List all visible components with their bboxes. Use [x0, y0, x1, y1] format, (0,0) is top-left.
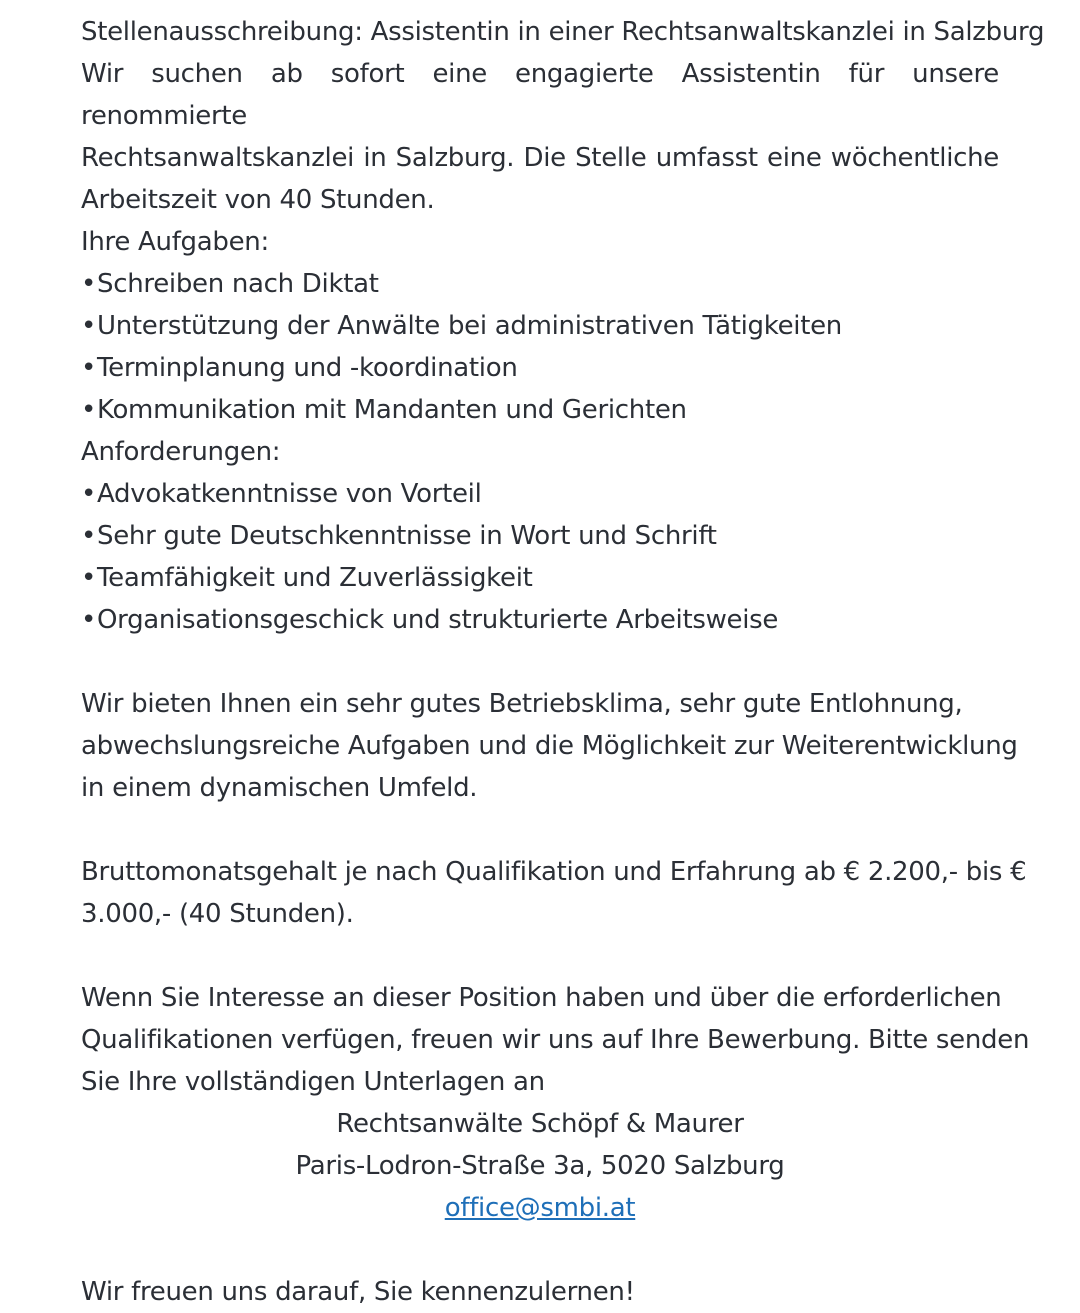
- spacer: [81, 1229, 999, 1271]
- list-item-text: Unterstützung der Anwälte bei administrativen Tätigkeiten: [97, 311, 842, 341]
- list-item-text: Sehr gute Deutschkenntnisse in Wort und Schrift: [97, 521, 717, 551]
- offer-line-1: Wir bieten Ihnen ein sehr gutes Betriebsklima, sehr gute Entlohnung,: [81, 689, 963, 719]
- bullet-icon: •: [81, 395, 97, 425]
- list-item: [81, 473, 999, 515]
- list-item-text: Schreiben nach Diktat: [97, 269, 379, 299]
- offer-line-2: abwechslungsreiche Aufgaben und die Möglichkeit zur Weiterentwicklung: [81, 731, 1018, 761]
- list-item-text: Kommunikation mit Mandanten und Gerichten: [97, 395, 687, 425]
- list-item-text: Terminplanung und -koordination: [97, 353, 518, 383]
- bullet-icon: •: [81, 353, 97, 383]
- bullet-icon: •: [81, 479, 97, 509]
- list-item: [81, 347, 999, 389]
- firm-name: Rechtsanwälte Schöpf & Maurer: [336, 1109, 744, 1139]
- list-item: [81, 263, 999, 305]
- requirements-list: [81, 473, 999, 641]
- bullet-icon: •: [81, 311, 97, 341]
- email-line: [81, 1187, 999, 1229]
- list-item-text: Advokatkenntnisse von Vorteil: [97, 479, 482, 509]
- posting-title: Stellenausschreibung: Assistentin in einer Rechtsanwaltskanzlei in Salzburg: [81, 17, 1045, 47]
- spacer: [81, 809, 999, 851]
- list-item-text: Teamfähigkeit und Zuverlässigkeit: [97, 563, 533, 593]
- firm-address: Paris-Lodron-Straße 3a, 5020 Salzburg: [295, 1151, 785, 1181]
- offer-line-3: in einem dynamischen Umfeld.: [81, 773, 478, 803]
- bullet-icon: •: [81, 269, 97, 299]
- bullet-icon: •: [81, 563, 97, 593]
- requirements-heading: Anforderungen:: [81, 437, 281, 467]
- application-line-3: Sie Ihre vollständigen Unterlagen an: [81, 1067, 545, 1097]
- list-item: [81, 599, 999, 641]
- intro-line-2: Rechtsanwaltskanzlei in Salzburg. Die Stelle umfasst eine wöchentliche: [81, 143, 999, 173]
- closing-text: Wir freuen uns darauf, Sie kennenzulernen!: [81, 1277, 635, 1307]
- job-posting: [81, 11, 1045, 1313]
- application-line-1: Wenn Sie Interesse an dieser Position haben und über die erforderlichen: [81, 983, 1002, 1013]
- bullet-icon: •: [81, 605, 97, 635]
- bullet-icon: •: [81, 521, 97, 551]
- tasks-heading: Ihre Aufgaben:: [81, 227, 269, 257]
- list-item: [81, 557, 999, 599]
- email-link[interactable]: office@smbi.at: [444, 1193, 636, 1223]
- list-item: [81, 515, 999, 557]
- tasks-list: [81, 263, 999, 431]
- application-line-2: Qualifikationen verfügen, freuen wir uns auf Ihre Bewerbung. Bitte senden: [81, 1025, 1030, 1055]
- list-item: [81, 389, 999, 431]
- spacer: [81, 935, 999, 977]
- salary-line-1: Bruttomonatsgehalt je nach Qualifikation und Erfahrung ab € 2.200,- bis €: [81, 857, 1027, 887]
- intro-line-1: Wir suchen ab sofort eine engagierte Assistentin für unsere renommierte: [81, 59, 999, 131]
- list-item: [81, 305, 999, 347]
- spacer: [81, 641, 999, 683]
- intro-line-3: Arbeitszeit von 40 Stunden.: [81, 185, 435, 215]
- list-item-text: Organisationsgeschick und strukturierte Arbeitsweise: [97, 605, 779, 635]
- salary-line-2: 3.000,- (40 Stunden).: [81, 899, 354, 929]
